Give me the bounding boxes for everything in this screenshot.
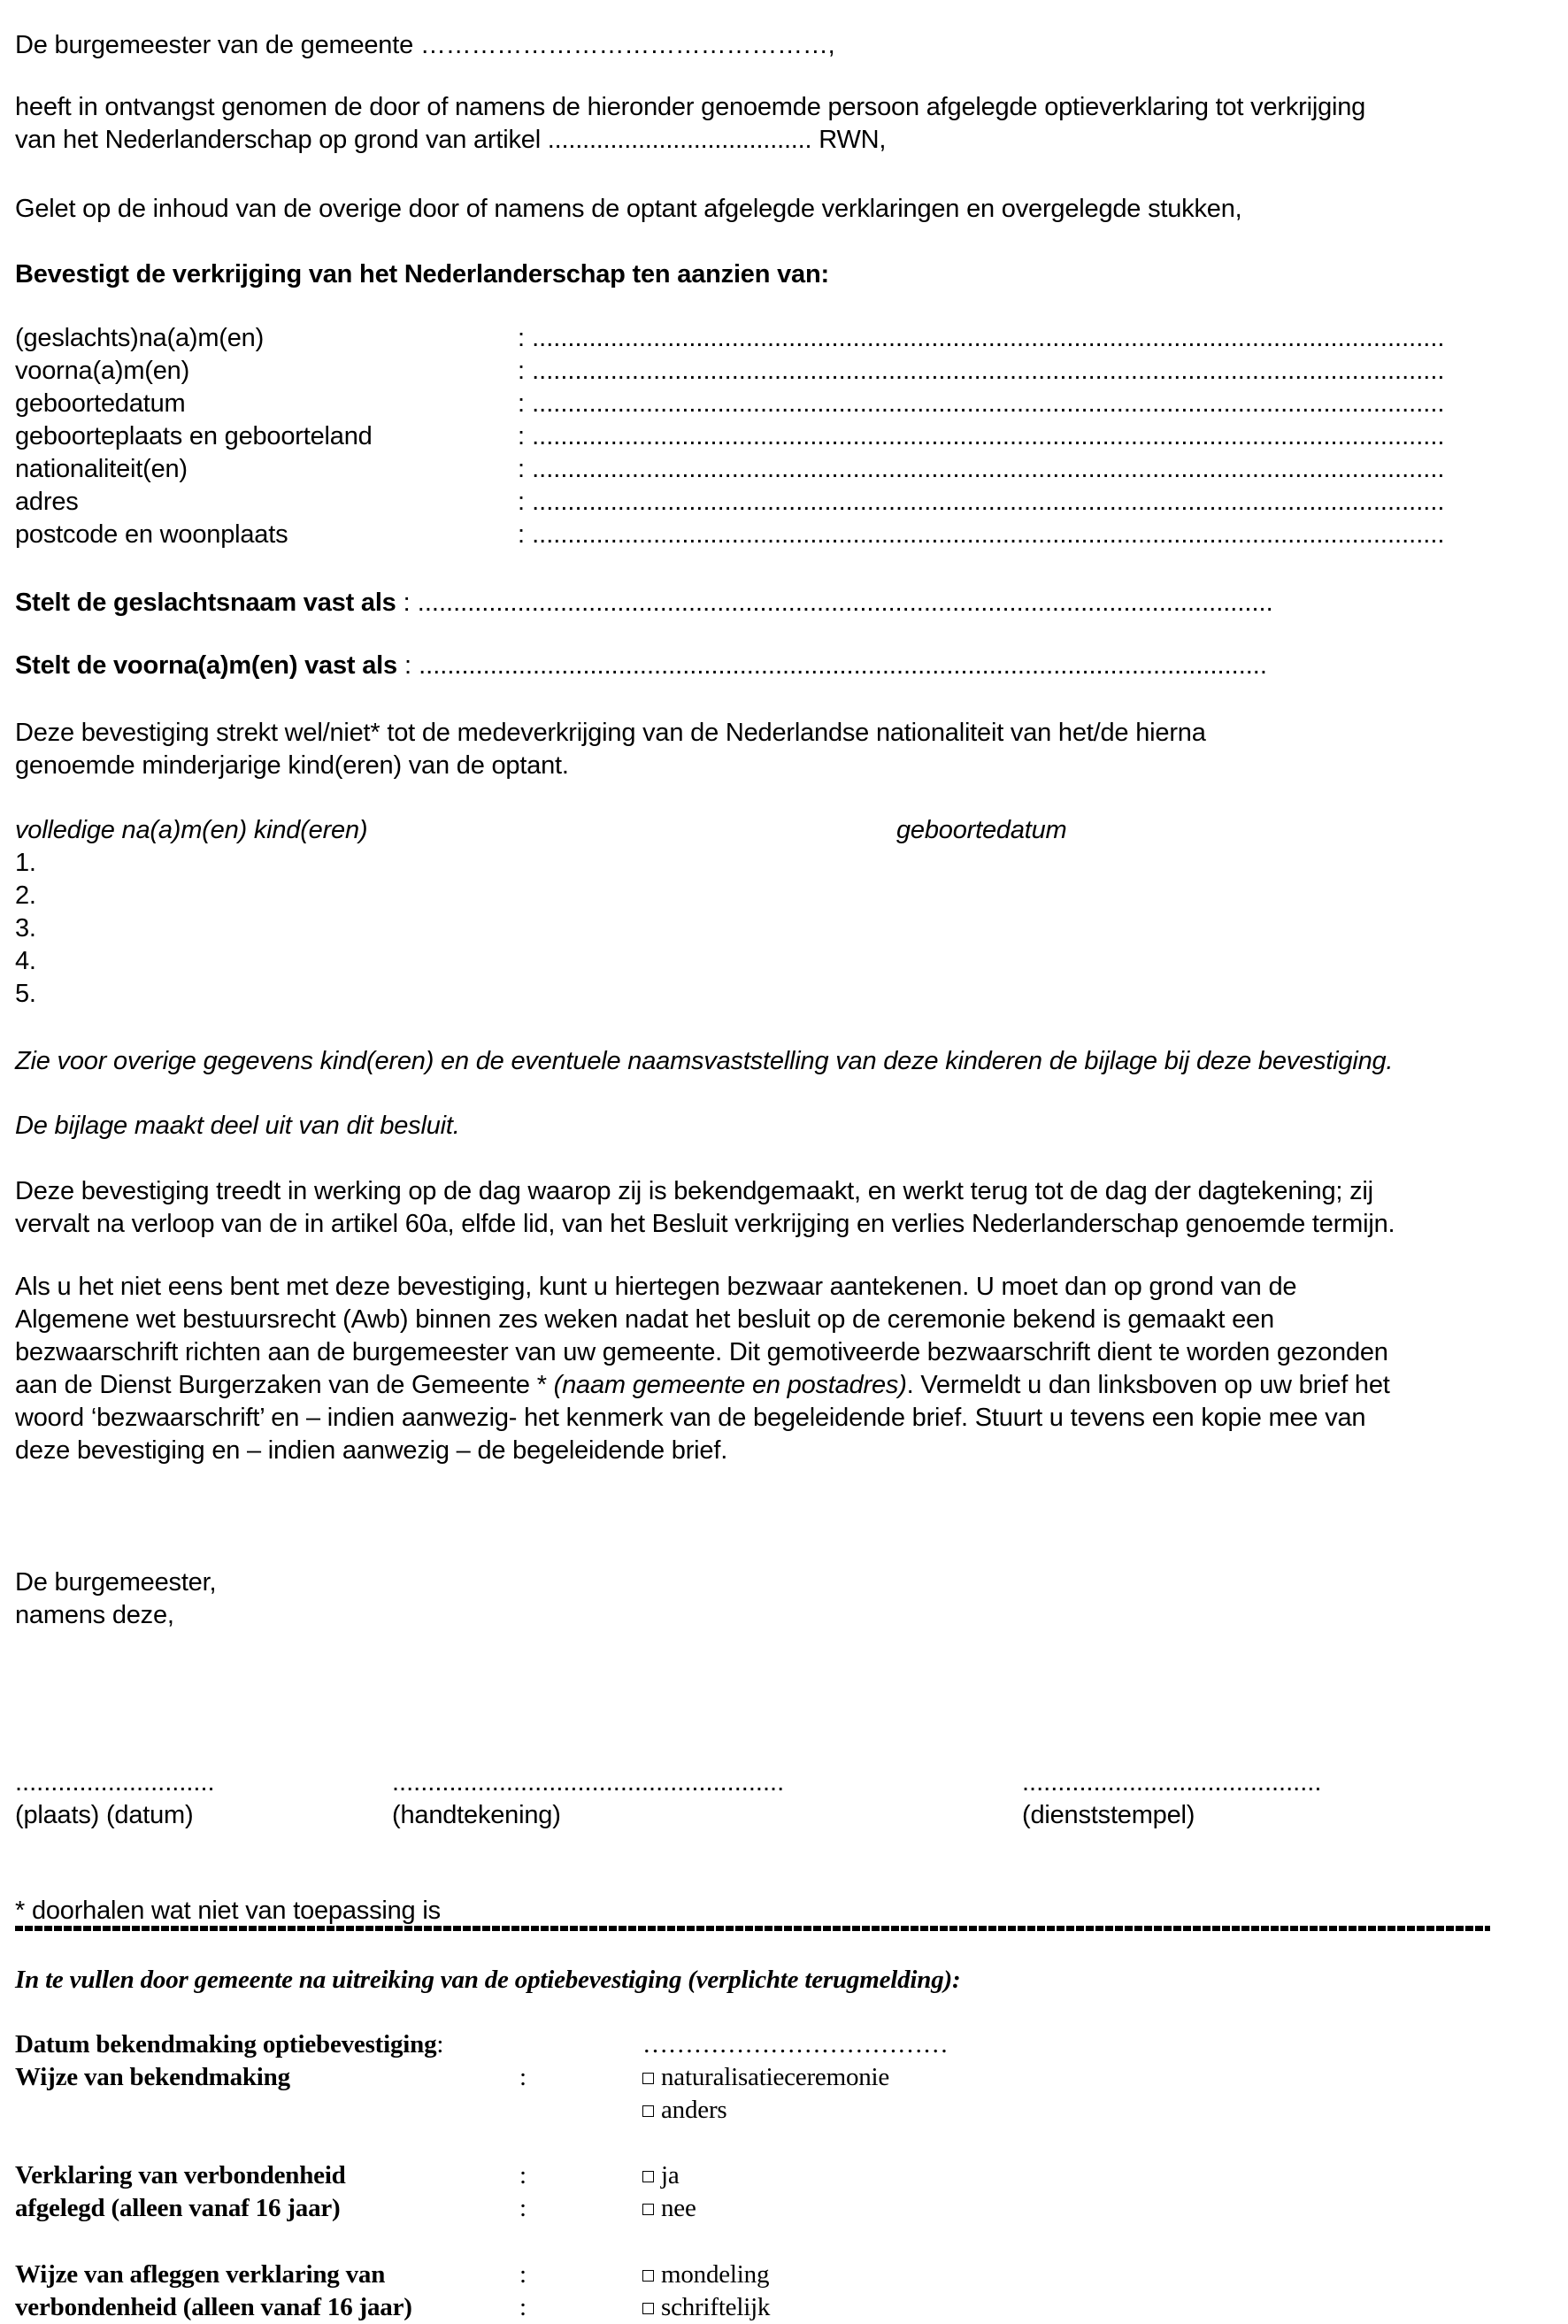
place-date-label: (plaats) (datum): [15, 1801, 194, 1829]
bevestigt-heading: Bevestigt de verkrijging van het Nederlanderschap ten aanzien van:: [15, 260, 829, 289]
option-label: schriftelijk: [661, 2293, 771, 2321]
datum-bekendmaking-row: [15, 2028, 443, 2061]
checkbox-icon[interactable]: [642, 2171, 654, 2182]
field-label: adres: [15, 488, 79, 516]
datum-bekendmaking-label: Datum bekendmaking optiebevestiging: [15, 2030, 437, 2059]
afleggen-colon-1: :: [519, 2260, 527, 2289]
child-row-1: 1.: [15, 849, 36, 877]
field-label: voorna(a)m(en): [15, 357, 190, 385]
bezwaar-line-1: Als u het niet eens bent met deze bevestiging, kunt u hiertegen bezwaar aantekenen. U moet dan op grond van de: [15, 1273, 1297, 1301]
field-label: postcode en woonplaats: [15, 520, 288, 549]
gelet-paragraph: Gelet op de inhoud van de overige door of namens de optant afgelegde verklaringen en overgelegde stukken,: [15, 195, 1242, 223]
geslachtsnaam-input-dots[interactable]: : ........................................................................................................................: [396, 589, 1273, 617]
bezwaar-line-2: Algemene wet bestuursrecht (Awb) binnen zes weken nadat het besluit op de ceremonie bekend is gemaakt een: [15, 1305, 1274, 1334]
option-ja[interactable]: [642, 2159, 680, 2192]
intro-line-1: heeft in ontvangst genomen de door of namens de hieronder genoemde persoon afgelegde optieverklaring tot verkrijging: [15, 93, 1366, 121]
municipality-section-title: In te vullen door gemeente na uitreiking van de optiebevestiging (verplichte terugmelding):: [15, 1966, 961, 1994]
stelt-voornamen-label: Stelt de voorna(a)m(en) vast als: [15, 651, 397, 680]
option-nee[interactable]: [642, 2192, 696, 2225]
child-row-2: 2.: [15, 881, 36, 910]
checkbox-icon[interactable]: [642, 2204, 654, 2215]
voornamen-input-dots[interactable]: : .......................................................................................................................: [396, 651, 1267, 680]
bezwaar-line-3: bezwaarschrift richten aan de burgemeester van uw gemeente. Dit gemotiveerde bezwaarschrift dient te worden gezonden: [15, 1338, 1388, 1366]
verklaring-label-1: Verklaring van verbondenheid: [15, 2161, 346, 2189]
option-mondeling[interactable]: [642, 2259, 769, 2291]
children-col-date-header: geboortedatum: [896, 816, 1067, 844]
stamp-label: (dienststempel): [1022, 1801, 1195, 1829]
verklaring-label-2: afgelegd (alleen vanaf 16 jaar): [15, 2194, 341, 2222]
field-input-dots[interactable]: : ................................................................................................................................: [518, 324, 1445, 352]
children-intro-line-1: Deze bevestiging strekt wel/niet* tot de medeverkrijging van de Nederlandse nationaliteit van het/de hierna: [15, 719, 1206, 747]
verklaring-colon-2: :: [519, 2194, 527, 2222]
afleggen-label-2: verbondenheid (alleen vanaf 16 jaar): [15, 2293, 412, 2321]
footnote: * doorhalen wat niet van toepassing is: [15, 1897, 441, 1925]
wijze-bekendmaking-colon: :: [519, 2063, 527, 2091]
stelt-geslachtsnaam-label: Stelt de geslachtsnaam vast als: [15, 589, 396, 617]
option-label: naturalisatieceremonie: [661, 2063, 890, 2091]
field-label: nationaliteit(en): [15, 455, 188, 483]
field-label: (geslachts)na(a)m(en): [15, 324, 265, 352]
naam-gemeente-postadres: (naam gemeente en postadres): [553, 1371, 907, 1399]
afleggen-colon-2: :: [519, 2293, 527, 2321]
option-schriftelijk[interactable]: [642, 2291, 770, 2324]
datum-bekendmaking-input-dots[interactable]: ………………………………: [642, 2030, 949, 2059]
signature-namens-deze: namens deze,: [15, 1601, 174, 1629]
field-input-dots[interactable]: : ................................................................................................................................: [518, 488, 1445, 516]
werking-line-1: Deze bevestiging treedt in werking op de dag waarop zij is bekendgemaakt, en werkt terug tot de dag der dagtekening; zij: [15, 1177, 1373, 1205]
option-label: mondeling: [661, 2260, 770, 2289]
signature-label: (handtekening): [392, 1801, 561, 1829]
checkbox-icon[interactable]: [642, 2270, 654, 2282]
wijze-bekendmaking-label: Wijze van bekendmaking: [15, 2063, 290, 2091]
child-row-3: 3.: [15, 914, 36, 943]
field-input-dots[interactable]: : ................................................................................................................................: [518, 357, 1445, 385]
dashed-separator: [15, 1926, 1490, 1931]
field-label: geboorteplaats en geboorteland: [15, 422, 373, 450]
children-bijlage-note: Zie voor overige gegevens kind(eren) en de eventuele naamsvaststelling van deze kinderen de bijlage bij deze bevestiging.: [15, 1047, 1394, 1075]
option-anders[interactable]: [642, 2094, 727, 2127]
option-label: ja: [661, 2161, 680, 2189]
children-intro-line-2: genoemde minderjarige kind(eren) van de optant.: [15, 751, 569, 780]
field-input-dots[interactable]: : ................................................................................................................................: [518, 455, 1445, 483]
checkbox-icon[interactable]: [642, 2105, 654, 2117]
datum-bekendmaking-colon: :: [436, 2030, 444, 2059]
field-input-dots[interactable]: : ................................................................................................................................: [518, 422, 1445, 450]
bezwaar-line-4-start: aan de Dienst Burgerzaken van de Gemeente *: [15, 1371, 554, 1399]
children-col-name-header: volledige na(a)m(en) kind(eren): [15, 816, 368, 844]
signature-input-dots[interactable]: .......................................................: [392, 1768, 785, 1797]
option-label: anders: [661, 2096, 727, 2124]
option-label: nee: [661, 2194, 696, 2222]
afleggen-label-1: Wijze van afleggen verklaring van: [15, 2260, 386, 2289]
place-date-input-dots[interactable]: ............................: [15, 1768, 215, 1797]
bezwaar-line-5: woord ‘bezwaarschrift’ en – indien aanwezig- het kenmerk van de begeleidende brief. Stuurt u tevens een kopie mee van: [15, 1404, 1366, 1432]
bijlage-besluit-note: De bijlage maakt deel uit van dit besluit.: [15, 1112, 460, 1140]
field-input-dots[interactable]: : ................................................................................................................................: [518, 520, 1445, 549]
verklaring-colon-1: :: [519, 2161, 527, 2189]
checkbox-icon[interactable]: [642, 2073, 654, 2084]
field-label: geboortedatum: [15, 389, 186, 418]
intro-line-2: van het Nederlanderschap op grond van artikel ...................................... RWN,: [15, 126, 887, 154]
stelt-geslachtsnaam-row: [15, 587, 1273, 619]
bezwaar-line-4: [15, 1369, 1390, 1402]
bezwaar-line-4-end: . Vermeldt u dan linksboven op uw brief het: [906, 1371, 1390, 1399]
child-row-4: 4.: [15, 947, 36, 975]
field-input-dots[interactable]: : ................................................................................................................................: [518, 389, 1445, 418]
bezwaar-line-6: deze bevestiging en – indien aanwezig – de begeleidende brief.: [15, 1436, 728, 1465]
burgemeester-gemeente-line: De burgemeester van de gemeente …………………………………………,: [15, 31, 835, 59]
option-naturalisatieceremonie[interactable]: [642, 2061, 889, 2094]
stamp-input-dots[interactable]: ..........................................: [1022, 1768, 1322, 1797]
signature-burgemeester: De burgemeester,: [15, 1568, 217, 1597]
stelt-voornamen-row: [15, 650, 1267, 682]
werking-line-2: vervalt na verloop van de in artikel 60a, elfde lid, van het Besluit verkrijging en verlies Nederlanderschap genoemde termijn.: [15, 1210, 1395, 1238]
checkbox-icon[interactable]: [642, 2303, 654, 2314]
child-row-5: 5.: [15, 980, 36, 1008]
